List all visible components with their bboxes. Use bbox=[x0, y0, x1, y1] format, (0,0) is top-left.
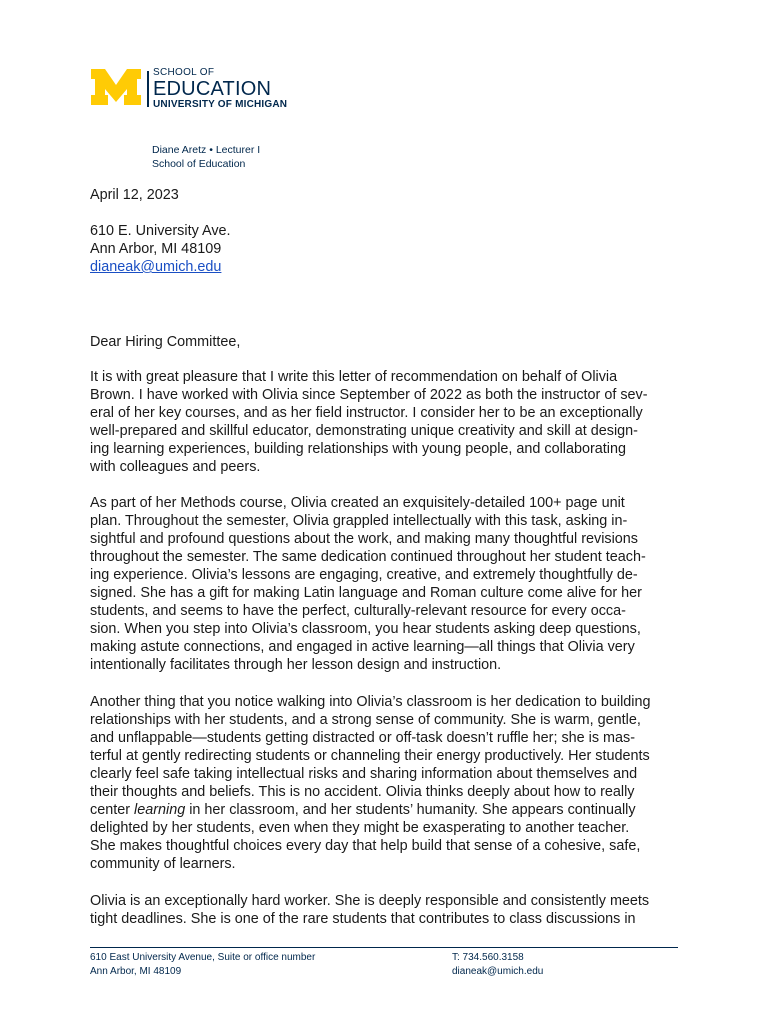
footer-address-line2: Ann Arbor, MI 48109 bbox=[90, 966, 182, 977]
paragraph-1 bbox=[90, 368, 678, 476]
sender-name: Diane Aretz bbox=[152, 144, 207, 156]
logo-school-of: SCHOOL OF bbox=[153, 67, 215, 78]
salutation: Dear Hiring Committee, bbox=[90, 334, 241, 350]
paragraph-line: Brown. I have worked with Olivia since September of 2022 as both the instructor of sev- bbox=[90, 387, 648, 403]
footer-contact bbox=[452, 951, 543, 979]
paragraph-line: intentionally facilitates through her lesson design and instruction. bbox=[90, 657, 502, 673]
sender-name-line bbox=[152, 143, 260, 157]
paragraph-line: sightful and profound questions about the work, and making many thoughtful revisions bbox=[90, 531, 638, 547]
block-m-logo-icon bbox=[90, 68, 142, 106]
logo-divider bbox=[147, 71, 149, 107]
paragraph-line: plan. Throughout the semester, Olivia grappled intellectually with this task, asking in- bbox=[90, 513, 628, 529]
address-city: Ann Arbor, MI 48109 bbox=[90, 241, 222, 257]
paragraph-line: She makes thoughtful choices every day that help build that sense of a cohesive, safe, bbox=[90, 838, 641, 854]
footer-phone: T: 734.560.3158 bbox=[452, 952, 524, 963]
logo-university: UNIVERSITY OF MICHIGAN bbox=[153, 99, 288, 110]
paragraph-line: with colleagues and peers. bbox=[90, 459, 261, 475]
footer-address bbox=[90, 951, 315, 979]
address-block bbox=[90, 222, 678, 276]
address-email-link[interactable]: dianeak@umich.edu bbox=[90, 259, 222, 275]
paragraph-line-emphasis bbox=[90, 801, 678, 819]
paragraph-line: their thoughts and beliefs. This is no accident. Olivia thinks deeply about how to really bbox=[90, 784, 635, 800]
address-street: 610 E. University Ave. bbox=[90, 223, 231, 239]
logo-education: EDUCATION bbox=[153, 78, 272, 100]
sender-department: School of Education bbox=[152, 158, 246, 170]
paragraph-2 bbox=[90, 494, 678, 674]
paragraph-line: Olivia is an exceptionally hard worker. She is deeply responsible and consistently meets bbox=[90, 893, 650, 909]
paragraph-line: community of learners. bbox=[90, 856, 236, 872]
paragraph-line: making astute connections, and engaged in active learning—all things that Olivia very bbox=[90, 639, 635, 655]
paragraph-line: Another thing that you notice walking into Olivia’s classroom is her dedication to building bbox=[90, 694, 651, 710]
sender-block bbox=[152, 143, 260, 171]
paragraph-line: delighted by her students, even when they might be exasperating to another teacher. bbox=[90, 820, 630, 836]
emphasis-after: in her classroom, and her students’ humanity. She appears continually bbox=[185, 802, 636, 818]
paragraph-4 bbox=[90, 892, 678, 928]
footer-divider bbox=[90, 947, 678, 948]
paragraph-line: eral of her key courses, and as her field instructor. I consider her to be an exceptionally bbox=[90, 405, 643, 421]
paragraph-line: signed. She has a gift for making Latin language and Roman culture come alive for her bbox=[90, 585, 642, 601]
footer-address-line1: 610 East University Avenue, Suite or office number bbox=[90, 952, 316, 963]
paragraph-line: sion. When you step into Olivia’s classroom, you hear students asking deep questions, bbox=[90, 621, 641, 637]
paragraph-line: well-prepared and skillful educator, demonstrating unique creativity and skill at design- bbox=[90, 423, 638, 439]
paragraph-line: ing experience. Olivia’s lessons are engaging, creative, and extremely thoughtfully de- bbox=[90, 567, 638, 583]
footer-email[interactable]: dianeak@umich.edu bbox=[452, 966, 544, 977]
paragraph-3 bbox=[90, 693, 678, 873]
emphasis-word: learning bbox=[134, 802, 186, 818]
logo-wordmark bbox=[153, 68, 287, 110]
paragraph-line: clearly feel safe taking intellectual risks and sharing information about themselves and bbox=[90, 766, 638, 782]
paragraph-line: terful at gently redirecting students or channeling their energy productively. Her students bbox=[90, 748, 650, 764]
paragraph-line: relationships with her students, and a strong sense of community. She is warm, gentle, bbox=[90, 712, 641, 728]
paragraph-line: students, and seems to have the perfect, culturally-relevant resource for every occa- bbox=[90, 603, 626, 619]
letter-date: April 12, 2023 bbox=[90, 187, 179, 203]
paragraph-line: It is with great pleasure that I write this letter of recommendation on behalf of Olivia bbox=[90, 369, 618, 385]
paragraph-line: tight deadlines. She is one of the rare students that contributes to class discussions in bbox=[90, 911, 636, 927]
paragraph-line: ing learning experiences, building relationships with young people, and collaborating bbox=[90, 441, 627, 457]
sender-title: Lecturer I bbox=[215, 144, 261, 156]
sender-separator: • bbox=[209, 144, 213, 156]
paragraph-line: throughout the semester. The same dedication continued throughout her student teach- bbox=[90, 549, 646, 565]
emphasis-before: center bbox=[90, 802, 134, 818]
paragraph-line: and unflappable—students getting distracted or off-task doesn’t ruffle her; she is mas- bbox=[90, 730, 636, 746]
paragraph-line: As part of her Methods course, Olivia created an exquisitely-detailed 100+ page unit bbox=[90, 495, 625, 511]
